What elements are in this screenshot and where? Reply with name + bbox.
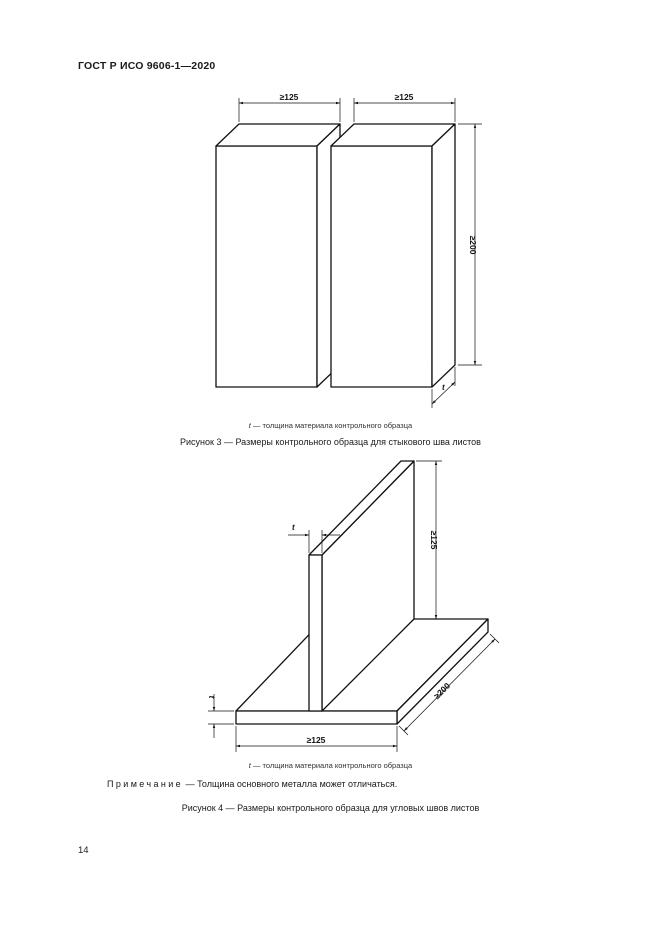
legend-symbol: t (248, 421, 251, 430)
figure-3-legend (0, 421, 661, 430)
page-number: 14 (78, 845, 89, 856)
width-left-label: ≥125 (279, 92, 299, 102)
note (107, 779, 397, 789)
left-plate (216, 124, 340, 387)
figure-4-caption: Рисунок 4 — Размеры контрольного образца для угловых швов листов (181, 803, 480, 813)
top-thickness-label: t (292, 523, 295, 532)
note-label: Примечание (107, 779, 184, 789)
height-label: ≥200 (468, 235, 478, 255)
legend-text: — толщина материала контрольного образца (250, 421, 413, 430)
legend-text: — толщина материала контрольного образца (250, 761, 413, 770)
width-right-label: ≥125 (394, 92, 414, 102)
figure-4-legend (0, 761, 661, 770)
document-header: ГОСТ Р ИСО 9606-1—2020 (78, 60, 216, 72)
vertical-height-label: ≥125 (429, 530, 439, 550)
figure-3-drawing (0, 0, 661, 420)
base-length-label: ≥200 (431, 680, 453, 702)
base-width-label: ≥125 (306, 735, 326, 745)
figure-4-drawing (0, 450, 661, 770)
figure-3-caption: Рисунок 3 — Размеры контрольного образца для стыкового шва листов (180, 437, 481, 447)
right-plate (331, 124, 455, 387)
legend-symbol: t (248, 761, 251, 770)
thickness-label: t (442, 383, 445, 392)
note-text: — Толщина основного металла может отличаться. (183, 779, 398, 789)
base-thickness-label: t (207, 695, 216, 699)
